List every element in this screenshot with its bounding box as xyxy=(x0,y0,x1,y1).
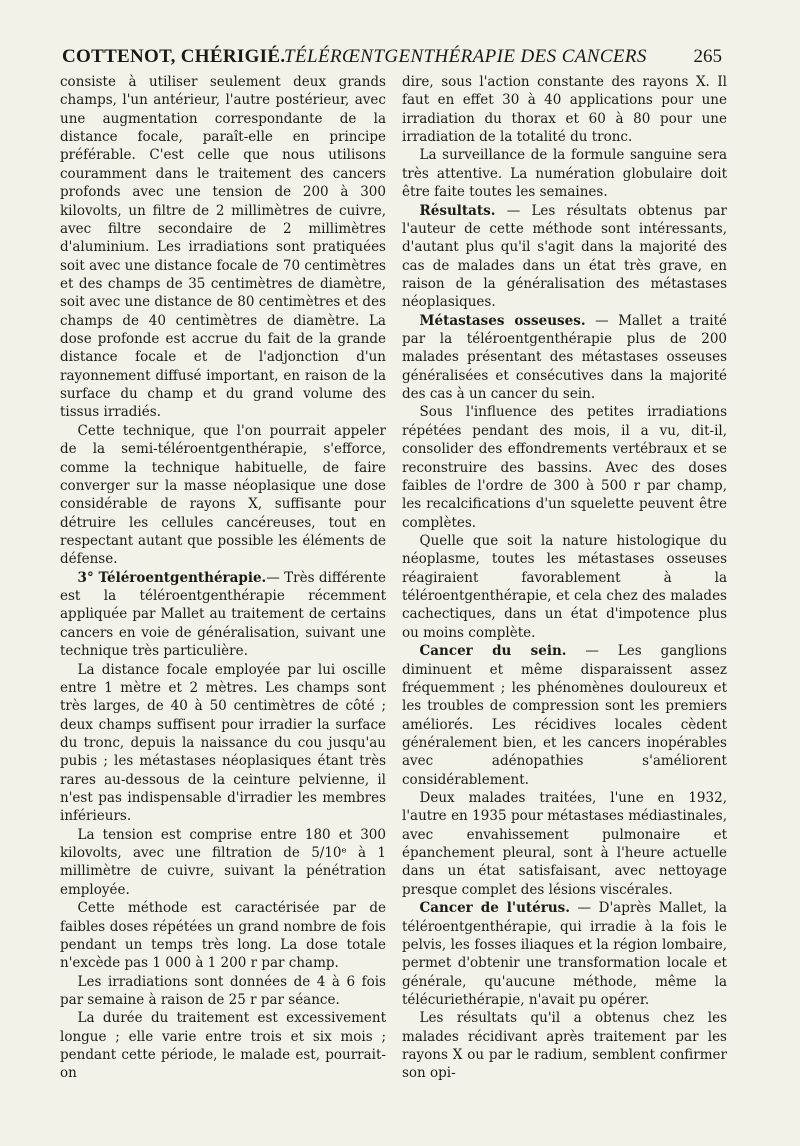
paragraph-right-6 xyxy=(402,642,727,789)
page-number: 265 xyxy=(693,46,722,67)
header-title: TÉLÉRŒNTGENTHÉRAPIE DES CANCERS xyxy=(284,46,647,67)
header-authors: COTTENOT, CHÉRIGIÉ. xyxy=(62,46,286,67)
paragraph-text: — Très différente est la téléroentgenthérapie récemment appliquée par Mallet au traitement de certains cancers en voie de généralisation, suivant une technique très particulière. xyxy=(60,569,386,660)
paragraph-left-4: La tension est comprise entre 180 et 300 kilovolts, avec une filtration de 5/10ᵉ à 1 millimètre de cuivre, suivant la pénétration employée. xyxy=(60,826,386,898)
paragraph-text: — Les ganglions diminuent et même disparaissent assez fréquemment ; les phénomènes douloureux et les troubles de compression sont les premiers améliorés. Les récidives locales cèdent généralement bien, et les cancers inopérables avec adénopathies s'améliorent considérablement. xyxy=(402,643,727,788)
section-heading-cancer-du-sein: Cancer du sein. xyxy=(419,643,567,660)
paragraph-right-1: La surveillance de la formule sanguine sera très attentive. La numération globulaire doit être faite toutes les semaines. xyxy=(402,147,727,201)
running-header xyxy=(62,46,722,72)
paragraph-right-2 xyxy=(402,202,727,312)
left-column xyxy=(60,73,386,1083)
paragraph-right-4: Sous l'influence des petites irradiations répétées pendant des mois, il a vu, dit-il, consolider des effondrements vertébraux et se reconstruire des bassins. Avec des doses faibles de l'ordre de 300 à 500 r par champ, les recalcifications d'un squelette peuvent être complètes. xyxy=(402,404,727,531)
section-heading-cancer-de-l-uterus: Cancer de l'utérus. xyxy=(419,900,570,917)
section-heading-metastases-osseuses: Métastases osseuses. xyxy=(419,312,586,329)
right-column xyxy=(402,73,727,1083)
paragraph-left-3: La distance focale employée par lui oscille entre 1 mètre et 2 mètres. Les champs sont très larges, de 40 à 50 centimètres de côté ; deux champs suffisent pour irradier la surface du tronc, depuis la naissance du cou jusqu'au pubis ; les métastases néoplasiques étant très rares au-dessous de la ceinture pelvienne, il n'est pas indispensable d'irradier les membres inférieurs. xyxy=(60,661,386,825)
paragraph-left-0: consiste à utiliser seulement deux grands champs, l'un antérieur, l'autre postérieur, avec une augmentation correspondante de la distance focale, paraît-elle en principe préférable. C'est celle que nous utilisons couramment dans le traitement des cancers profonds avec une tension de 200 à 300 kilovolts, un filtre de 2 millimètres de cuivre, avec filtre secondaire de 2 millimètres d'aluminium. Les irradiations sont pratiquées soit avec une distance focale de 70 centimètres et des champs de 35 centimètres de diamètre, soit avec une distance de 80 centimètres et des champs de 40 centimètres de diamètre. La dose profonde est accrue du fait de la grande distance focale et de l'adjonction d'un rayonnement diffusé important, en raison de la surface du champ et du grand volume des tissus irradiés. xyxy=(60,74,386,421)
section-heading-resultats: Résultats. xyxy=(419,202,496,219)
paragraph-left-7: La durée du traitement est excessivement longue ; elle varie entre trois et six mois ; pendant cette période, le malade est, pourrait-on xyxy=(60,1010,386,1082)
paragraph-right-9: Les résultats qu'il a obtenus chez les malades récidivant après traitement par les rayons X ou par le radium, semblent confirmer son opi- xyxy=(402,1010,727,1082)
paragraph-left-6: Les irradiations sont données de 4 à 6 fois par semaine à raison de 25 r par séance. xyxy=(60,973,386,1008)
paragraph-text: — Les résultats obtenus par l'auteur de cette méthode sont intéressants, d'autant plus qu'il s'agit dans la majorité des cas de malades dans un état très grave, en raison de la généralisation des métastases néoplasiques. xyxy=(402,202,728,311)
paragraph-right-3 xyxy=(402,312,727,404)
paragraph-right-7: Deux malades traitées, l'une en 1932, l'autre en 1935 pour métastases médiastinales, avec envahissement pulmonaire et épanchement pleural, sont à l'heure actuelle dans un état satisfaisant, avec nettoyage presque complet des lésions viscérales. xyxy=(402,790,727,898)
paragraph-text: — D'après Mallet, la téléroentgenthérapie, qui irradie à la fois le pelvis, les fosses iliaques et la région lombaire, permet d'obtenir une transformation locale et générale, qu'aucune méthode, même la télécuriethérapie, n'avait pu opérer. xyxy=(402,900,727,1008)
paragraph-left-5: Cette méthode est caractérisée par de faibles doses répétées un grand nombre de fois pendant un temps très long. La dose totale n'excède pas 1 000 à 1 200 r par champ. xyxy=(60,900,386,972)
paragraph-right-5: Quelle que soit la nature histologique du néoplasme, toutes les métastases osseuses réagiraient favorablement à la téléroentgenthérapie, et cela chez des malades cachectiques, dans un état d'impotence plus ou moins complète. xyxy=(402,532,727,641)
paragraph-left-2 xyxy=(60,569,386,661)
paragraph-right-0: dire, sous l'action constante des rayons X. Il faut en effet 30 à 40 applications pour une irradiation du thorax et 60 à 80 pour une irradiation de la totalité du tronc. xyxy=(402,74,727,146)
paragraph-left-1: Cette technique, que l'on pourrait appeler de la semi-téléroentgenthérapie, s'efforce, comme la technique habituelle, de faire converger sur la masse néoplasique une dose considérable de rayons X, suffisante pour détruire les cellules cancéreuses, tout en respectant autant que possible les éléments de défense. xyxy=(60,422,386,568)
section-heading-teleroentgentherapie: 3° Téléroentgenthérapie. xyxy=(77,569,267,586)
paragraph-right-8 xyxy=(402,899,727,1009)
paragraph-text: — Mallet a traité par la téléroentgenthérapie plus de 200 malades présentant des métastases osseuses généralisées et consécutives dans la majorité des cas à un cancer du sein. xyxy=(402,312,727,403)
